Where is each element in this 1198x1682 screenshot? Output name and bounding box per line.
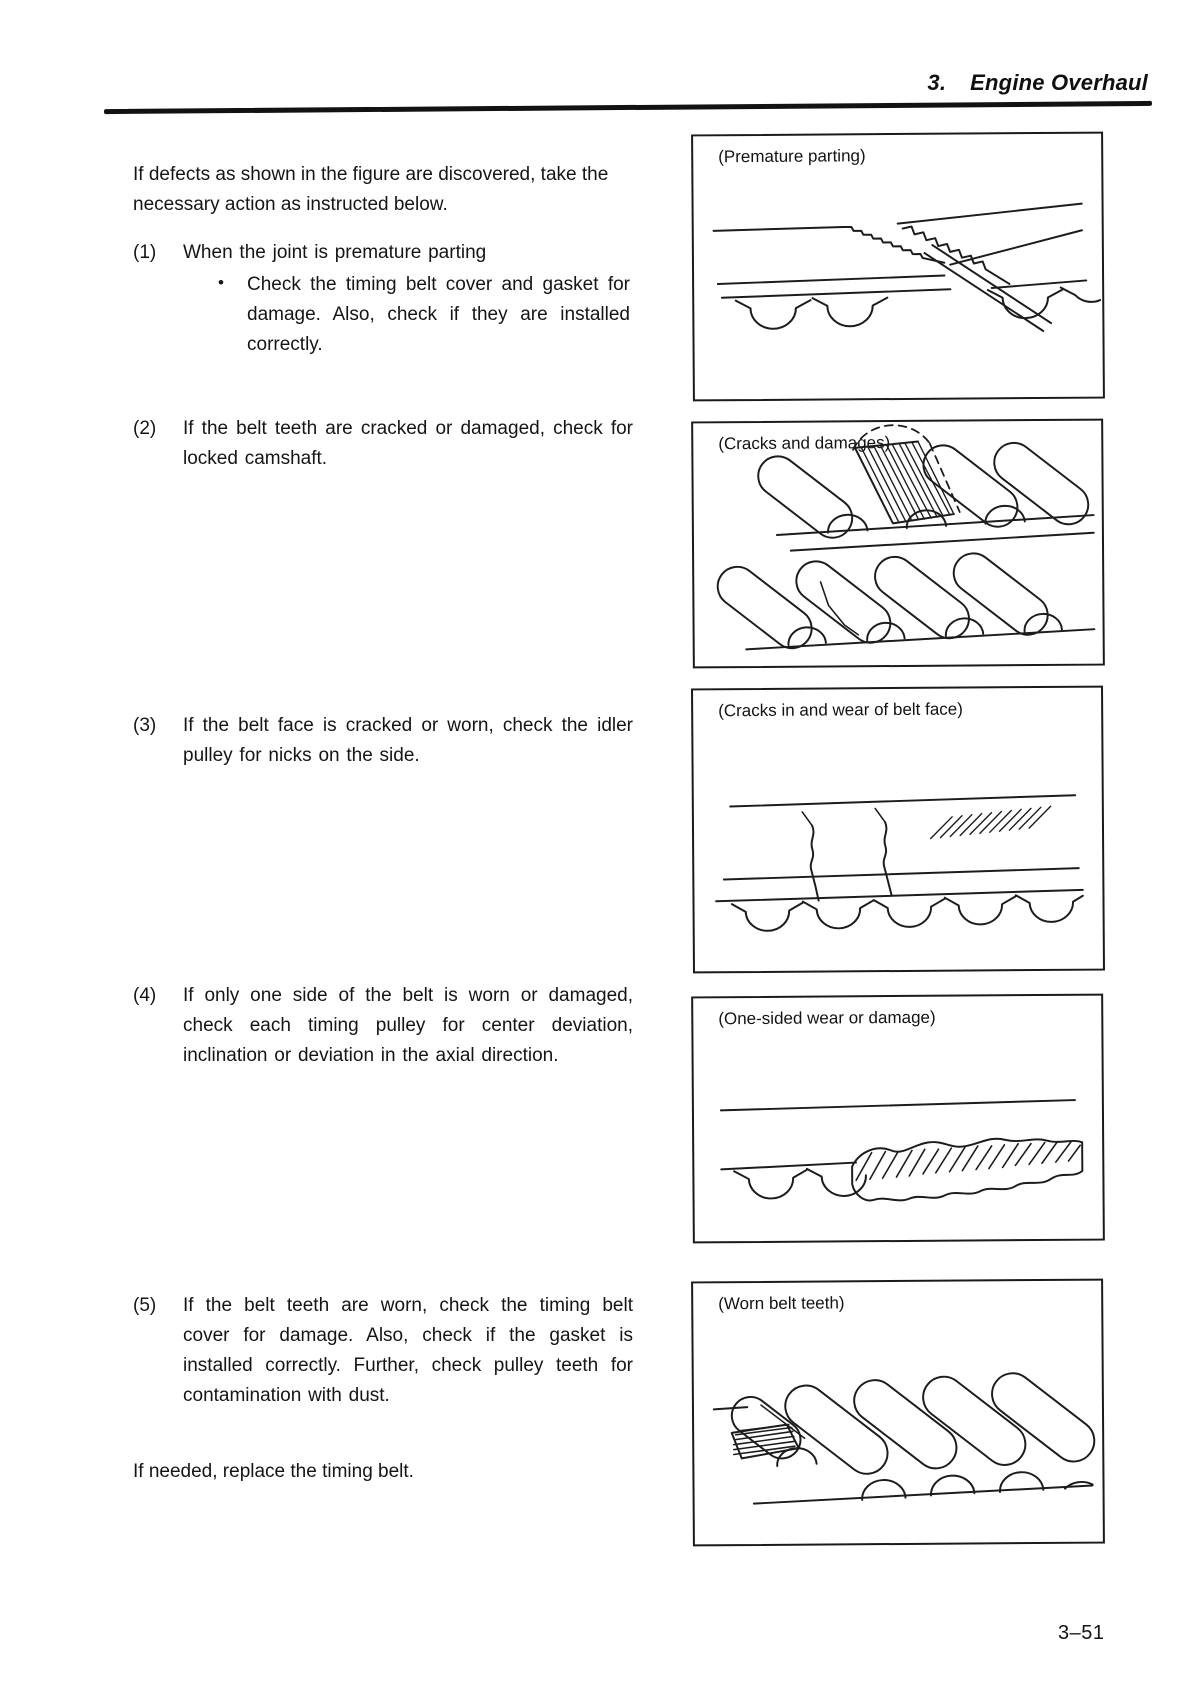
bullet-text: Check the timing belt cover and gasket for damage. Also, check if they are installed correctly.: [247, 274, 630, 355]
figure-caption: (Cracks in and wear of belt face): [718, 699, 963, 721]
item-number: (3): [133, 715, 157, 736]
header-section-title: Engine Overhaul: [970, 70, 1148, 95]
item-number: (1): [133, 242, 157, 263]
bullet-marker: •: [218, 273, 224, 292]
list-item-1: [133, 238, 633, 268]
closing-paragraph: If needed, replace the timing belt.: [133, 1461, 414, 1482]
header-rule: [104, 101, 1152, 114]
page-header: [0, 70, 1148, 96]
figure-worn-belt-teeth: [691, 1279, 1105, 1547]
figure-premature-parting: [691, 132, 1105, 402]
page-number: 3–51: [1058, 1622, 1105, 1644]
item-number: (4): [133, 985, 157, 1006]
belt-face-wear-drawing: [693, 688, 1103, 972]
item-number: (5): [133, 1295, 157, 1316]
item-text: If the belt face is cracked or worn, check the idler pulley for nicks on the side.: [183, 715, 633, 766]
figure-caption: (Worn belt teeth): [718, 1293, 845, 1314]
belt-premature-parting-drawing: [693, 134, 1103, 400]
figure-cracks-and-damages: [691, 419, 1105, 669]
belt-cracked-teeth-drawing: [693, 421, 1103, 667]
item-number: (2): [133, 418, 157, 439]
intro-paragraph: If defects as shown in the figure are discovered, take the necessary action as instructed below.: [133, 164, 609, 215]
figure-caption: (One-sided wear or damage): [718, 1007, 936, 1029]
figure-caption: (Cracks and damages): [718, 433, 891, 454]
list-item-2: [133, 414, 633, 474]
item-text: If only one side of the belt is worn or damaged, check each timing pulley for center deviation, inclination or deviation in the axial direction.: [183, 985, 633, 1066]
worn-belt-teeth-drawing: [693, 1281, 1103, 1545]
list-item-5: [133, 1291, 633, 1411]
list-item-1-bullet: [218, 270, 630, 360]
item-text: When the joint is premature parting: [183, 242, 487, 263]
item-text: If the belt teeth are worn, check the timing belt cover for damage. Also, check if the gasket is installed correctly. Further, check pulley teeth for contamination with dust.: [183, 1295, 633, 1406]
figure-one-sided-wear: [691, 994, 1105, 1244]
figure-belt-face-cracks: [691, 686, 1105, 974]
list-item-3: [133, 711, 633, 771]
belt-one-sided-wear-drawing: [693, 996, 1103, 1242]
figure-caption: (Premature parting): [718, 146, 866, 167]
header-section-number: 3.: [927, 70, 947, 95]
list-item-4: [133, 981, 633, 1071]
item-text: If the belt teeth are cracked or damaged, check for locked camshaft.: [183, 418, 633, 469]
